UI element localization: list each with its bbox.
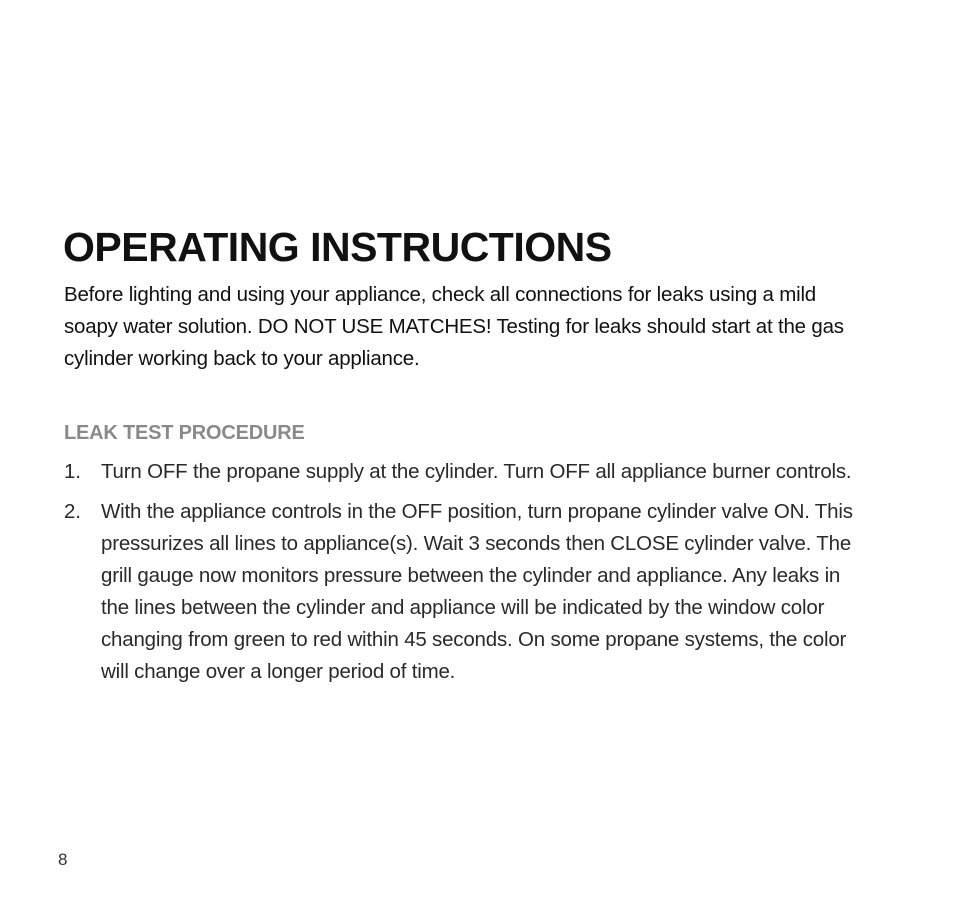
- intro-paragraph: Before lighting and using your appliance, check all connections for leaks using a mild soapy water solution. DO NOT USE MATCHES! Testing for leaks should start at the gas cylinder working back to your appliance.: [64, 283, 844, 370]
- step-number: 1.: [64, 460, 81, 483]
- step-item: [64, 456, 854, 488]
- step-text: Turn OFF the propane supply at the cylinder. Turn OFF all appliance burner controls.: [101, 460, 852, 483]
- step-item: [64, 496, 854, 688]
- step-number: 2.: [64, 500, 81, 523]
- leak-test-heading: LEAK TEST PROCEDURE: [64, 422, 305, 444]
- step-text: With the appliance controls in the OFF position, turn propane cylinder valve ON. This pressurizes all lines to appliance(s). Wait 3 seconds then CLOSE cylinder valve. The grill gauge now monitors pressure between the cylinder and appliance. Any leaks in the lines between the cylinder and appliance will be indicated by the window color changing from green to red within 45 seconds. On some propane systems, the color will change over a longer period of time.: [101, 500, 853, 683]
- page-number: 8: [58, 850, 68, 869]
- leak-test-steps: [64, 456, 854, 696]
- page-title: OPERATING INSTRUCTIONS: [63, 224, 612, 270]
